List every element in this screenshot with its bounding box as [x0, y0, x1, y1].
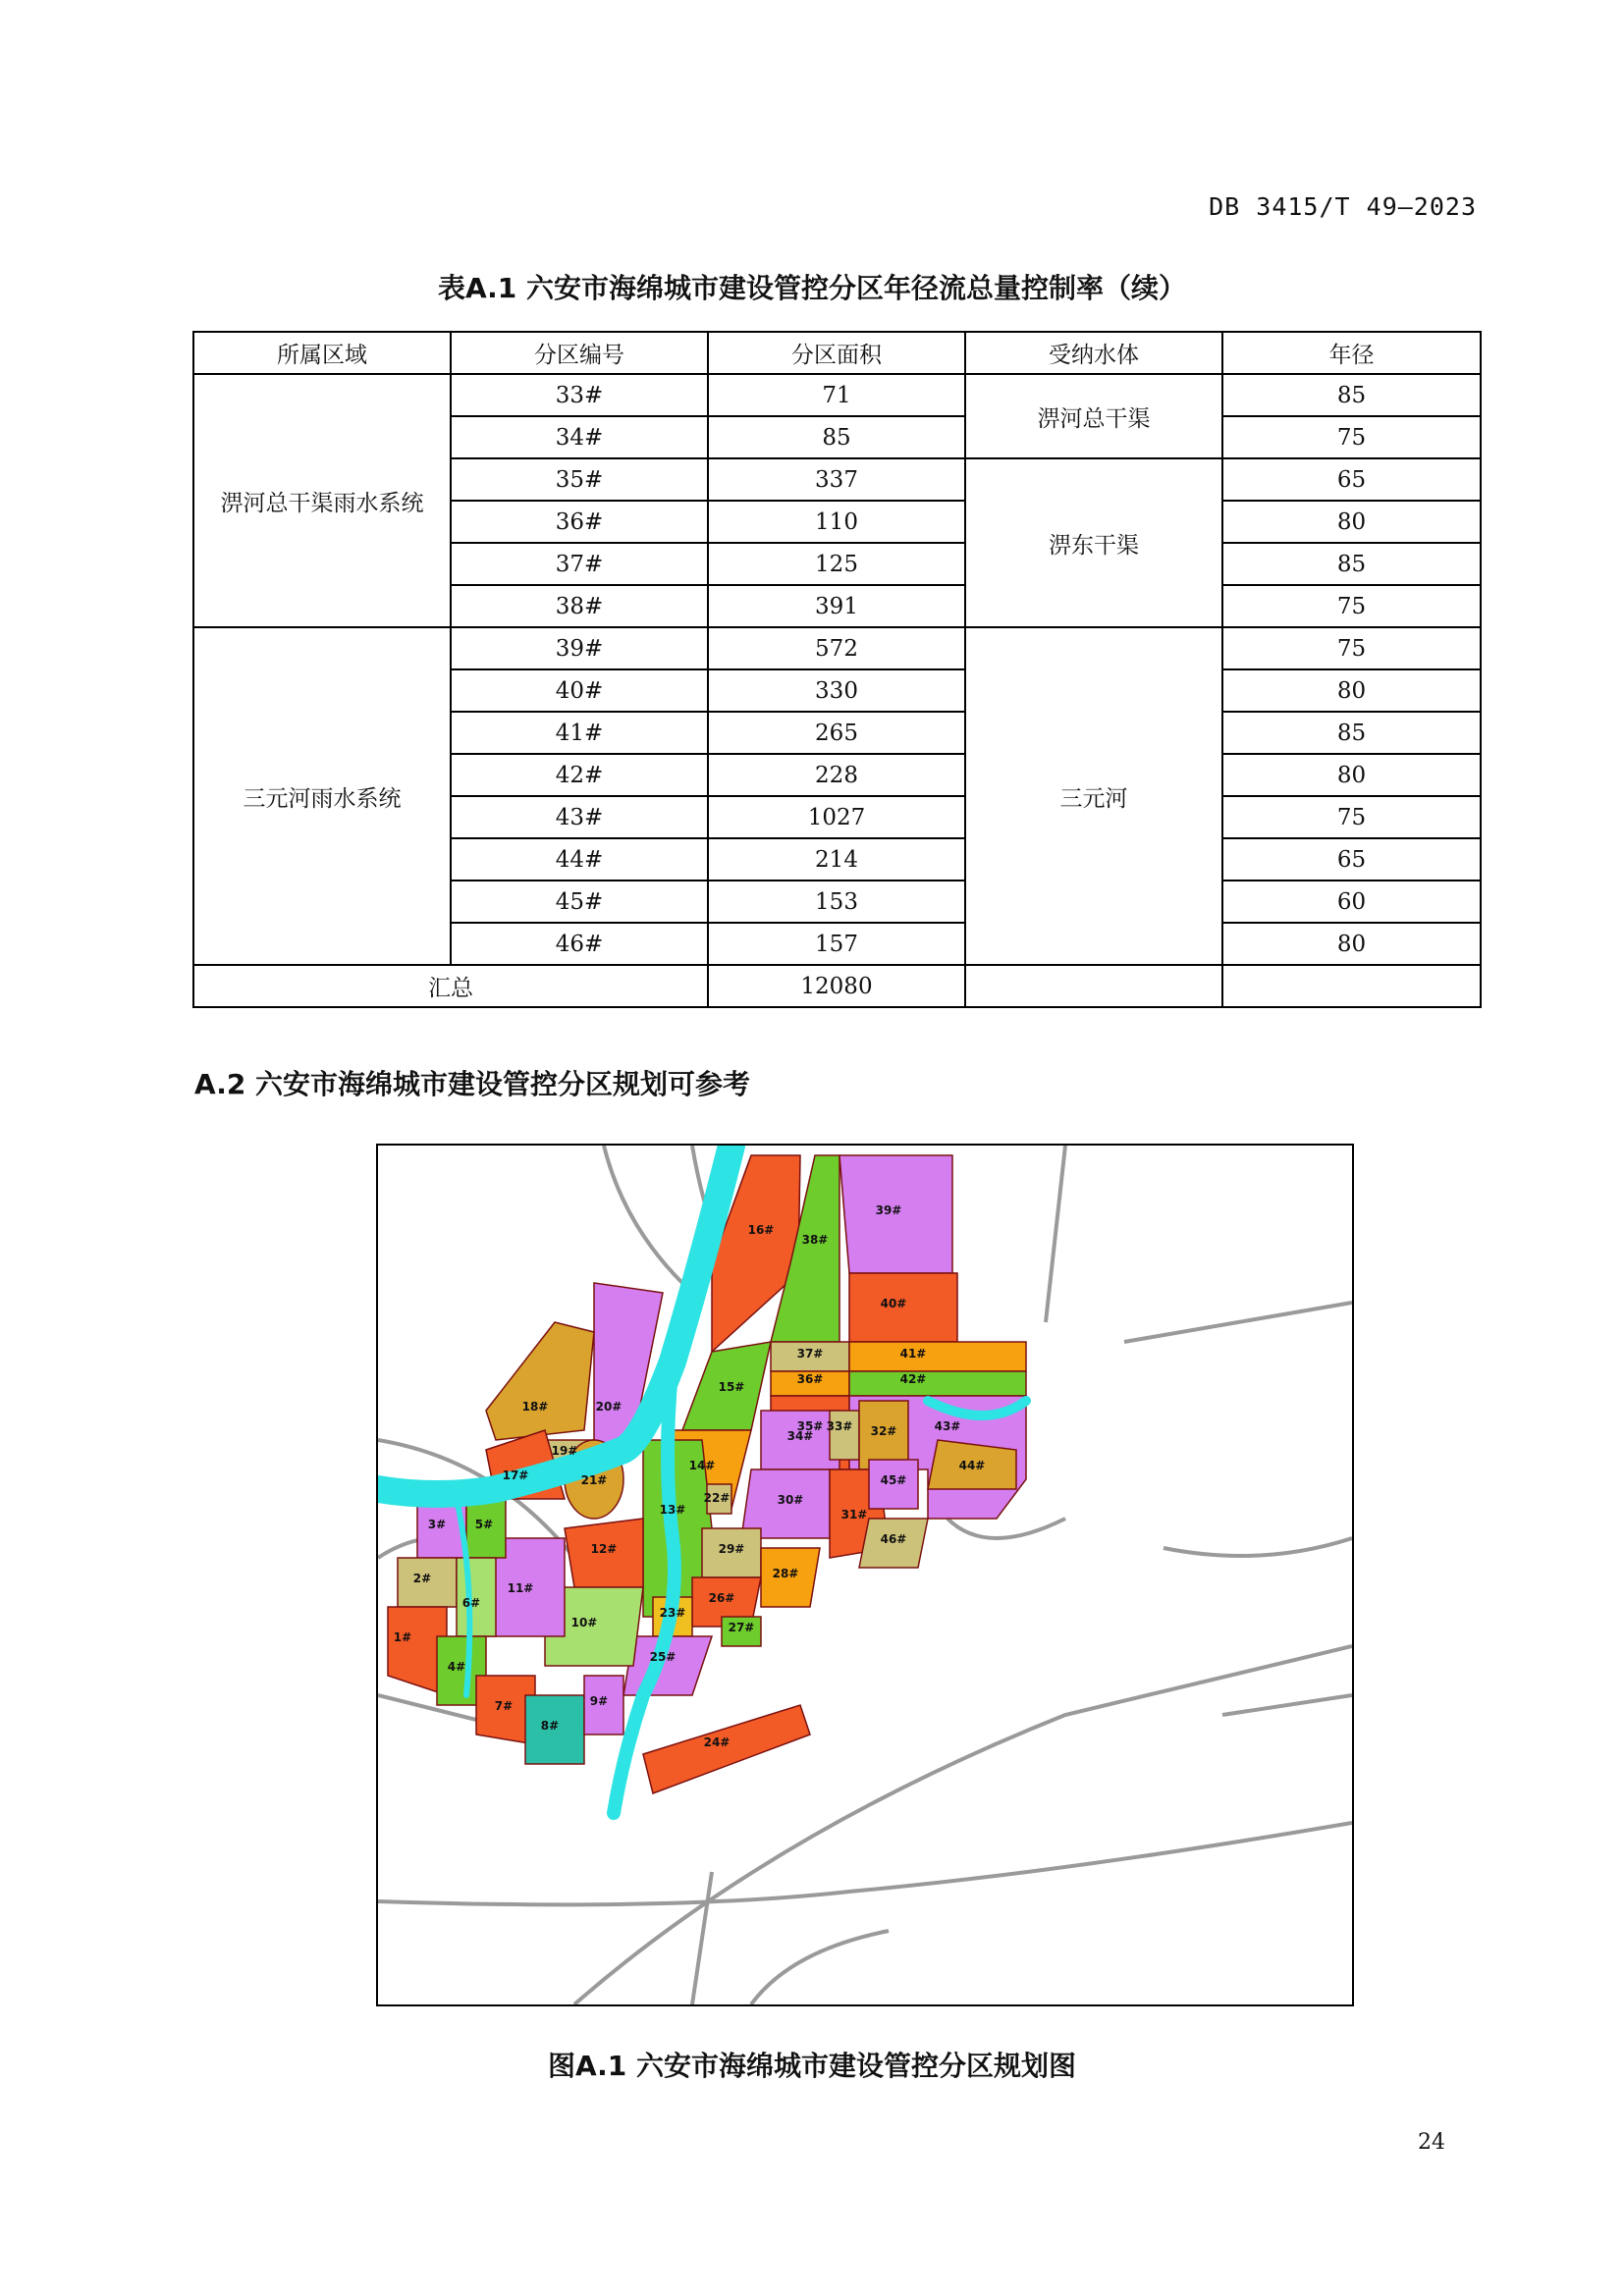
zone-label: 17# — [502, 1468, 529, 1482]
zone-label: 30# — [777, 1493, 804, 1507]
region-cell: 淠河总干渠雨水系统 — [193, 374, 451, 627]
zone-area-cell: 330 — [708, 669, 965, 712]
total-rate-cell — [1222, 965, 1481, 1007]
zone-area-cell: 71 — [708, 374, 965, 416]
zone-label: 38# — [801, 1233, 829, 1247]
column-header: 所属区域 — [193, 332, 451, 374]
column-header: 分区面积 — [708, 332, 965, 374]
zone-id-cell: 43# — [451, 796, 708, 838]
rate-cell: 75 — [1222, 796, 1481, 838]
column-header: 受纳水体 — [965, 332, 1222, 374]
zoning-map — [376, 1144, 1354, 2006]
zoning-map-svg — [378, 1146, 1352, 2004]
zone-label: 4# — [447, 1660, 466, 1674]
zone-label: 43# — [934, 1419, 961, 1433]
zone-label: 37# — [796, 1347, 824, 1361]
table-title: 表A.1 六安市海绵城市建设管控分区年径流总量控制率（续） — [437, 272, 1187, 304]
zone-label: 9# — [589, 1694, 609, 1708]
zone-label: 5# — [474, 1518, 494, 1531]
zone-42 — [849, 1371, 1026, 1396]
zone-id-cell: 40# — [451, 669, 708, 712]
zone-label: 40# — [880, 1297, 907, 1310]
zone-24 — [643, 1705, 810, 1793]
zone-area-cell: 85 — [708, 416, 965, 458]
zone-41 — [849, 1342, 1026, 1371]
page-number: 24 — [1418, 2130, 1445, 2155]
zone-label: 44# — [958, 1459, 986, 1472]
section-heading: A.2 六安市海绵城市建设管控分区规划可参考 — [194, 1068, 751, 1100]
zone-area-cell: 1027 — [708, 796, 965, 838]
zone-label: 19# — [551, 1444, 578, 1458]
column-header: 年径 — [1222, 332, 1481, 374]
zone-area-cell: 265 — [708, 712, 965, 754]
zone-area-cell: 110 — [708, 501, 965, 543]
zone-id-cell: 39# — [451, 627, 708, 669]
zone-id-cell: 41# — [451, 712, 708, 754]
zone-label: 36# — [796, 1372, 824, 1386]
zone-id-cell: 46# — [451, 923, 708, 965]
rate-cell: 80 — [1222, 501, 1481, 543]
zone-id-cell: 37# — [451, 543, 708, 585]
zone-area-cell: 214 — [708, 838, 965, 881]
standard-code: DB 3415/T 49—2023 — [1209, 192, 1477, 221]
rate-cell: 75 — [1222, 416, 1481, 458]
rate-cell: 85 — [1222, 712, 1481, 754]
zone-label: 20# — [595, 1400, 623, 1414]
table-row — [193, 627, 1481, 669]
rate-cell: 80 — [1222, 669, 1481, 712]
zone-label: 13# — [659, 1503, 686, 1517]
zone-label: 2# — [412, 1572, 432, 1585]
rate-cell: 65 — [1222, 838, 1481, 881]
column-header: 分区编号 — [451, 332, 708, 374]
zone-id-cell: 34# — [451, 416, 708, 458]
zone-label: 7# — [494, 1699, 514, 1713]
zone-label: 32# — [870, 1424, 897, 1438]
zone-label: 46# — [880, 1532, 907, 1546]
table-header-row — [193, 332, 1481, 374]
zone-area-cell: 228 — [708, 754, 965, 796]
zone-label: 35# — [796, 1419, 824, 1433]
zone-label: 31# — [840, 1508, 868, 1522]
rate-cell: 85 — [1222, 543, 1481, 585]
zone-label: 34# — [786, 1429, 814, 1443]
zone-label: 24# — [703, 1735, 731, 1749]
zone-id-cell: 35# — [451, 458, 708, 501]
zone-id-cell: 42# — [451, 754, 708, 796]
rate-cell: 80 — [1222, 923, 1481, 965]
zone-label: 33# — [826, 1419, 853, 1433]
rate-cell: 75 — [1222, 585, 1481, 627]
zone-label: 29# — [718, 1542, 745, 1556]
zone-area-cell: 125 — [708, 543, 965, 585]
zone-label: 26# — [708, 1591, 735, 1605]
zone-area-cell: 572 — [708, 627, 965, 669]
zone-area-cell: 337 — [708, 458, 965, 501]
zone-label: 6# — [461, 1596, 481, 1610]
table-row — [193, 374, 1481, 416]
zone-label: 12# — [590, 1542, 618, 1556]
zone-18 — [486, 1322, 594, 1440]
zone-label: 23# — [659, 1606, 686, 1620]
region-cell: 三元河雨水系统 — [193, 627, 451, 965]
zone-label: 25# — [649, 1650, 677, 1664]
zone-label: 8# — [540, 1719, 560, 1733]
zone-label: 1# — [393, 1630, 412, 1644]
figure-caption: 图A.1 六安市海绵城市建设管控分区规划图 — [547, 2050, 1077, 2082]
rate-cell: 85 — [1222, 374, 1481, 416]
zone-id-cell: 33# — [451, 374, 708, 416]
zone-label: 14# — [688, 1459, 716, 1472]
table-total-row — [193, 965, 1481, 1007]
zone-label: 42# — [899, 1372, 927, 1386]
zone-id-cell: 44# — [451, 838, 708, 881]
rate-cell: 80 — [1222, 754, 1481, 796]
rate-cell: 75 — [1222, 627, 1481, 669]
total-receiver-cell — [965, 965, 1222, 1007]
zone-id-cell: 36# — [451, 501, 708, 543]
zone-label: 11# — [507, 1581, 534, 1595]
zone-label: 27# — [728, 1621, 755, 1634]
zone-label: 28# — [772, 1567, 799, 1580]
zone-label: 39# — [875, 1203, 902, 1217]
total-area-cell: 12080 — [708, 965, 965, 1007]
zone-area-cell: 391 — [708, 585, 965, 627]
zone-area-cell: 157 — [708, 923, 965, 965]
runoff-control-table — [192, 331, 1482, 1008]
zone-label: 18# — [521, 1400, 549, 1414]
zone-label: 10# — [570, 1616, 598, 1629]
zone-label: 41# — [899, 1347, 927, 1361]
receiver-cell: 淠河总干渠 — [965, 374, 1222, 458]
zone-id-cell: 38# — [451, 585, 708, 627]
zone-id-cell: 45# — [451, 881, 708, 923]
zone-label: 22# — [703, 1491, 731, 1505]
zone-label: 15# — [718, 1380, 745, 1394]
zone-33 — [830, 1411, 859, 1460]
receiver-cell: 淠东干渠 — [965, 458, 1222, 627]
total-label-cell: 汇总 — [193, 965, 708, 1007]
zone-label: 21# — [580, 1473, 608, 1487]
zone-label: 16# — [747, 1223, 775, 1237]
zone-label: 3# — [427, 1518, 447, 1531]
receiver-cell: 三元河 — [965, 627, 1222, 965]
zone-label: 45# — [880, 1473, 907, 1487]
rate-cell: 65 — [1222, 458, 1481, 501]
rate-cell: 60 — [1222, 881, 1481, 923]
zone-area-cell: 153 — [708, 881, 965, 923]
